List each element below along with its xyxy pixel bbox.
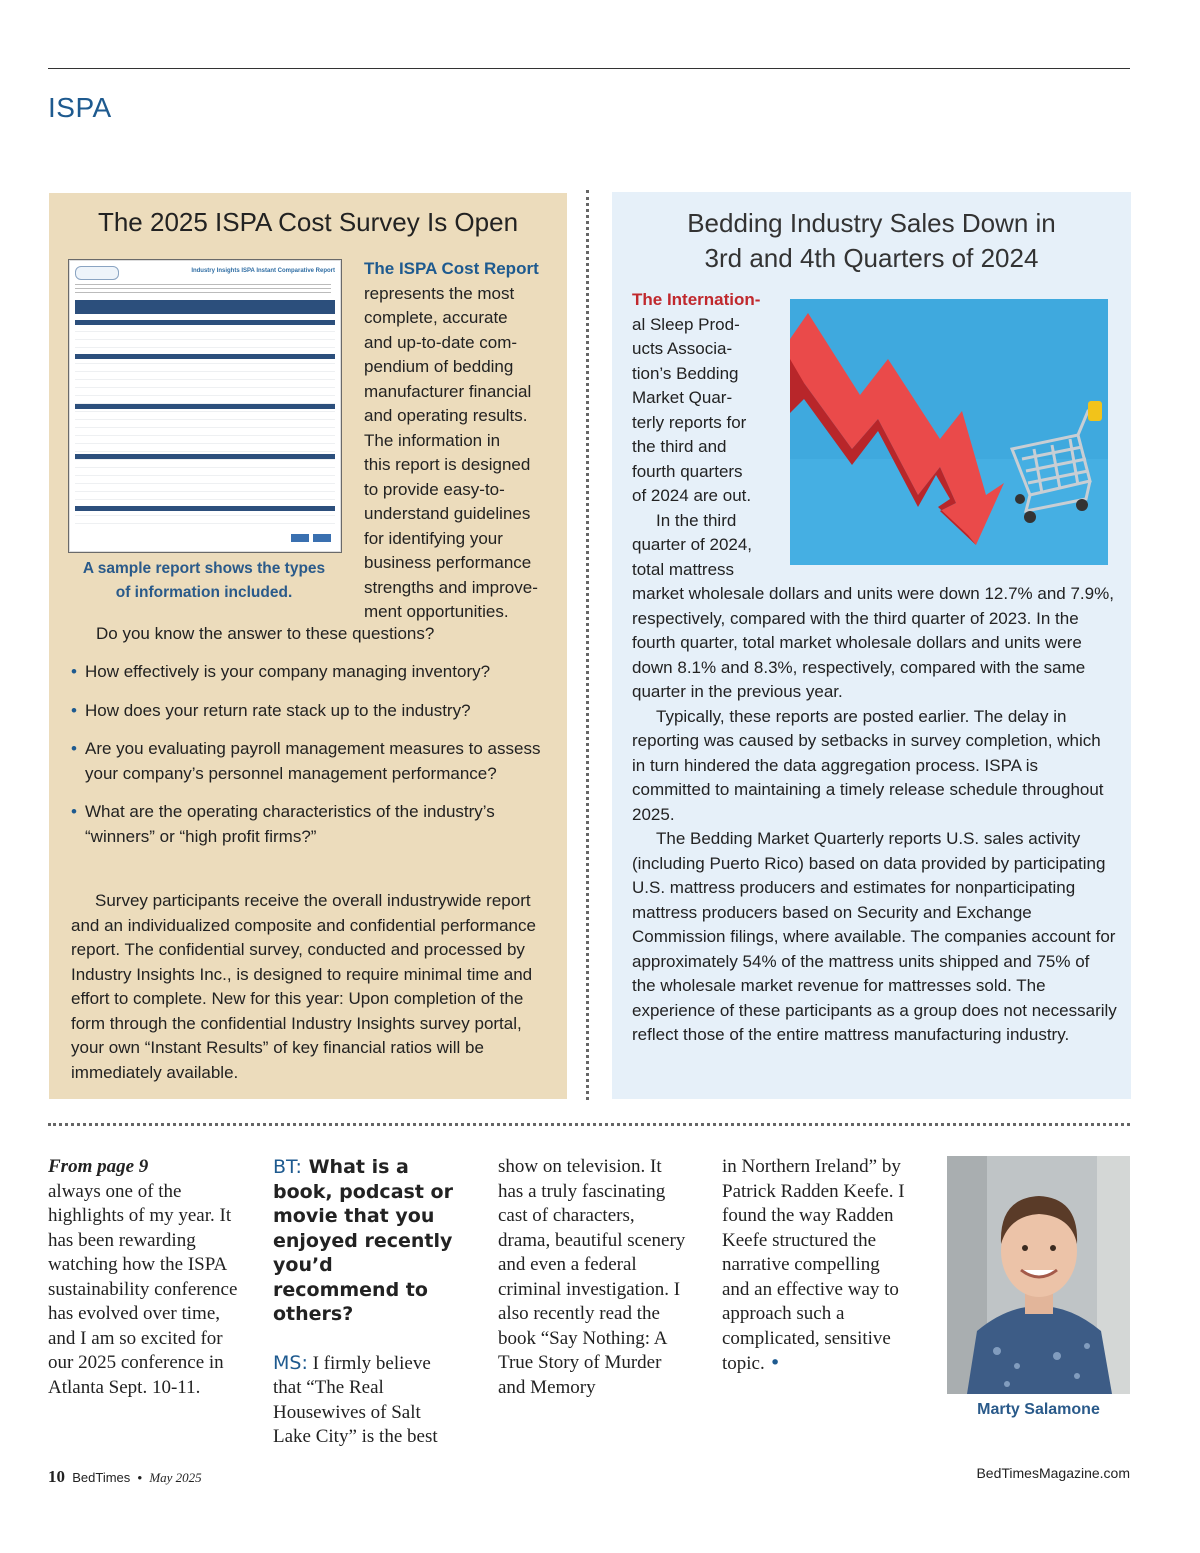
photo-caption: Marty Salamone: [977, 1401, 1100, 1418]
sales-title-line: 3rd and 4th Quarters of 2024: [704, 243, 1039, 273]
report-table-rows: [75, 316, 335, 526]
cost-survey-title: The 2025 ISPA Cost Survey Is Open: [97, 207, 519, 237]
cost-report-line: to provide easy-to-: [364, 479, 505, 499]
sales-line: Market Quar-: [632, 388, 733, 407]
bullet-icon: •: [71, 700, 77, 720]
page-number: 10: [48, 1467, 65, 1486]
question-item: [71, 737, 551, 786]
cost-report-line: and operating results.: [364, 406, 528, 425]
question-text: How effectively is your company managing inventory?: [85, 662, 491, 681]
sales-sidebar: [612, 192, 1131, 1099]
down-arrow-cart-icon: [790, 299, 1108, 565]
end-mark-icon: •: [769, 1352, 781, 1374]
question-item: [71, 660, 551, 685]
report-intro-lines: [75, 284, 331, 294]
bt-label: BT:: [273, 1156, 302, 1178]
cost-survey-sidebar: [49, 193, 567, 1099]
sales-line: In the third: [656, 510, 737, 530]
report-section-bar: [75, 354, 335, 359]
footer-separator: •: [137, 1470, 143, 1485]
sales-lead: The Internation-: [632, 290, 761, 309]
sales-paragraph: market wholesale dollars and units were down 12.7% and 7.9%, respectively, compared with the third quarter of 2023. In the fourth quarter, total market wholesale dollars and units were down 8.1% and 8.3%, respectively, compared with the same quarter in the previous year.: [632, 584, 1114, 701]
cost-report-line: manufacturer financial: [364, 381, 532, 401]
ms-answer-text: I firmly believe that “The Real Housewives of Salt Lake City” is the best: [273, 1352, 438, 1447]
question-intro: Do you know the answer to these questions?: [96, 624, 435, 643]
cost-report-line: understand guidelines: [364, 504, 531, 523]
question-text: How does your return rate stack up to the industry?: [85, 700, 471, 720]
portrait-photo: [947, 1156, 1130, 1394]
cost-report-line: represents the most: [364, 283, 515, 303]
image-caption-line: of information included.: [115, 584, 293, 601]
vertical-dotted-divider: [586, 190, 589, 1100]
sales-line: ucts Associa-: [632, 339, 733, 358]
ms-label: MS:: [273, 1351, 308, 1374]
industry-insights-logo: [75, 266, 119, 280]
question-item: [71, 800, 551, 849]
sales-paragraph: Typically, these reports are posted earlier. The delay in reporting was caused by setbacks in survey completion, which in turn hindered the data aggregation process. ISPA is committed to maintaining a timely release schedule throughout 2025.: [632, 706, 1104, 824]
interview-column-4: [722, 1155, 907, 1377]
sales-line: the third and: [632, 437, 727, 456]
cost-report-line: business performance: [364, 553, 532, 572]
question-list: [71, 660, 551, 863]
section-label: ISPA: [48, 92, 112, 123]
sales-paragraph: The Bedding Market Quarterly reports U.S. sales activity (including Puerto Rico) based on data provided by participating U.S. mattress producers and estimates for nonparticipating mattress producers based on Security and Exchange Commission filings, where available. The companies account for approximately 54% of the mattress units shipped and 75% of the wholesale market revenue for mattresses sold. The experience of these participants as a group does not necessarily reflect those of the entire mattress manufacturing industry.: [632, 829, 1117, 1044]
sales-line: quarter of 2024,: [632, 535, 753, 554]
cost-report-line: this report is designed: [364, 455, 531, 474]
interview-text: in Northern Ireland” by Patrick Radden Keefe. I found the way Radden Keefe structured the narrative compelling and an effective way to approach such a complicated, sensitive topic.: [722, 1156, 905, 1374]
cost-report-line: ment opportunities.: [364, 602, 509, 621]
interview-column-2: [273, 1155, 463, 1450]
bullet-icon: •: [71, 739, 77, 758]
top-rule: [48, 68, 1130, 69]
sales-line: of 2024 are out.: [632, 486, 752, 505]
horizontal-dotted-divider: [48, 1123, 1130, 1126]
cost-report-line: and up-to-date com-: [364, 332, 518, 352]
sample-report-image: [68, 259, 342, 553]
interview-text: always one of the highlights of my year. It has been rewarding watching how the ISPA sustainability conference has evolved over time, and I am so excited for our 2025 conference in Atlanta Sept. 10-11.: [48, 1180, 238, 1398]
website-url: BedTimesMagazine.com: [976, 1465, 1130, 1481]
cost-report-line: complete, accurate: [364, 308, 508, 327]
report-section-bar: [75, 506, 335, 511]
cost-report-line: for identifying your: [364, 528, 503, 548]
survey-closing-paragraph: Survey participants receive the overall industrywide report and an individualized composite and confidential performance report. The confidential survey, conducted and processed by Industry Insights Inc., is designed to require minimal time and effort to complete. New for this year: Upon completion of the form through the confidential Industry Insights survey portal, your own “Instant Results” of key financial ratios will be immediately available.: [71, 891, 536, 1082]
cost-report-lead: The ISPA Cost Report: [364, 259, 539, 278]
sales-line: al Sleep Prod-: [632, 314, 740, 334]
report-thumbnail-title: Industry Insights ISPA Instant Comparative Report: [191, 268, 335, 274]
bullet-icon: •: [71, 662, 77, 681]
bt-question: [273, 1155, 463, 1327]
question-item: [71, 699, 551, 724]
report-section-bar: [75, 404, 335, 409]
sales-title: [612, 206, 1131, 276]
sales-line: fourth quarters: [632, 461, 743, 481]
magazine-name: BedTimes: [72, 1470, 131, 1485]
footer-left: [48, 1467, 202, 1487]
bt-question-text: What is a book, podcast or movie that you enjoyed recently you’d recommend to others?: [273, 1156, 453, 1325]
image-caption-line: A sample report shows the types: [82, 560, 326, 577]
report-ok-button: [313, 534, 331, 542]
interview-column-3: show on television. It has a truly fascinating cast of characters, drama, beautiful scenery and even a federal criminal investigation. I also recently read the book “Say Nothing: A True Story of Murder and Memory: [498, 1156, 686, 1398]
question-text: What are the operating characteristics of the industry’s “winners” or “high profit firms?”: [85, 802, 495, 846]
ms-answer: [273, 1351, 463, 1450]
cost-report-intro: [364, 257, 564, 625]
sales-body: [632, 582, 1117, 1048]
sales-line: tion’s Bedding: [632, 363, 739, 383]
cost-report-line: The information in: [364, 430, 501, 450]
report-table-header: [75, 300, 335, 314]
sales-intro: [632, 288, 782, 582]
issue-date: May 2025: [149, 1470, 202, 1485]
report-section-bar: [75, 454, 335, 459]
report-section-bar: [75, 320, 335, 325]
sales-down-arrow-image: [790, 299, 1108, 565]
cost-report-line: strengths and improve-: [364, 577, 538, 597]
report-print-button: [291, 534, 309, 542]
bullet-icon: •: [71, 802, 77, 821]
interview-column-1: [48, 1155, 238, 1400]
sales-line: terly reports for: [632, 412, 747, 432]
continued-from: From page 9: [48, 1156, 149, 1177]
person-portrait-icon: [947, 1156, 1130, 1394]
cost-report-line: pendium of bedding: [364, 357, 514, 376]
question-text: Are you evaluating payroll management measures to assess your company’s personnel management performance?: [85, 739, 541, 783]
sales-title-line: Bedding Industry Sales Down in: [687, 208, 1056, 238]
sales-line: total mattress: [632, 559, 735, 579]
